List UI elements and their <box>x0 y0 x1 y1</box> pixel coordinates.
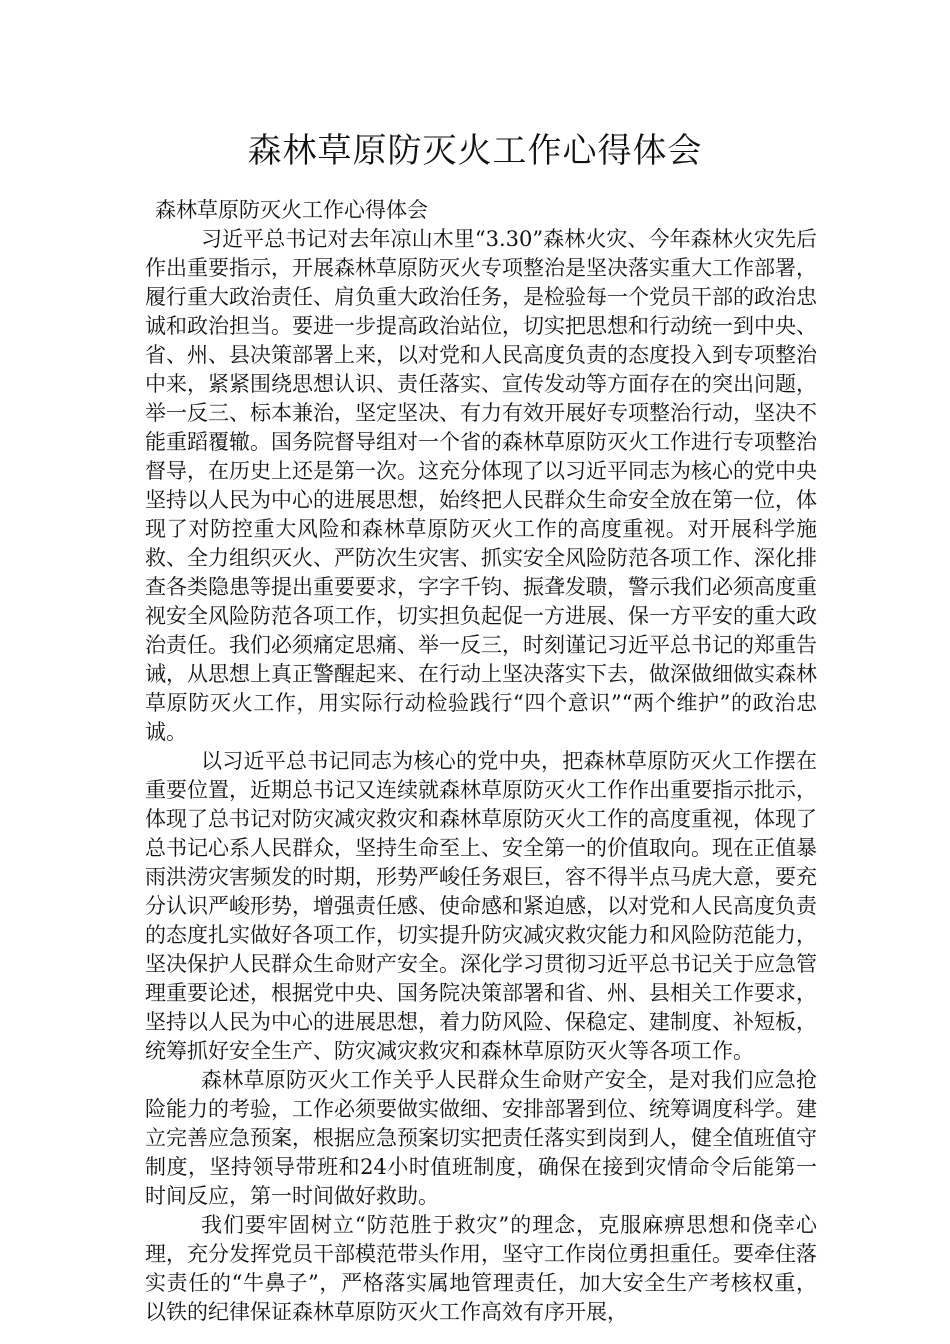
paragraph-1: 习近平总书记对去年凉山木里“3.30”森林火灾、今年森林火灾先后作出重要指示，开展森林草原防灭火专项整治是坚决落实重大工作部署，履行重大政治责任、肩负重大政治任务，是检验每一个党员干部的政治忠诚和政治担当。要进一步提高政治站位，切实把思想和行动统一到中央、省、州、县决策部署上来，以对党和人民高度负责的态度投入到专项整治中来，紧紧围绕思想认识、责任落实、宣传发动等方面存在的突出问题，举一反三、标本兼治，坚定坚决、有力有效开展好专项整治行动，坚决不能重蹈覆辙。国务院督导组对一个省的森林草原防灭火工作进行专项整治督导，在历史上还是第一次。这充分体现了以习近平同志为核心的党中央坚持以人民为中心的进展思想，始终把人民群众生命安全放在第一位，体现了对防控重大风险和森林草原防灭火工作的高度重视。对开展科学施救、全力组织灭火、严防次生灾害、抓实安全风险防范各项工作、深化排查各类隐患等提出重要要求，字字千钧、振聋发聩，警示我们必须高度重视安全风险防范各项工作，切实担负起促一方进展、保一方平安的重大政治责任。我们必须痛定思痛、举一反三，时刻谨记习近平总书记的郑重告诫，从思想上真正警醒起来、在行动上坚决落实下去，做深做细做实森林草原防灭火工作，用实际行动检验践行“四个意识”“两个维护”的政治忠诚。 <box>145 227 817 744</box>
paragraph-3: 森林草原防灭火工作关乎人民群众生命财产安全，是对我们应急抢险能力的考验，工作必须要做实做细、安排部署到位、统筹调度科学。建立完善应急预案，根据应急预案切实把责任落实到岗到人，健全值班值守制度，坚持领导带班和24小时值班制度，确保在接到灾情命令后能第一时间反应，第一时间做好救助。 <box>145 1068 817 1208</box>
paragraph-4: 我们要牢固树立“防范胜于救灾”的理念，克服麻痹思想和侥幸心理，充分发挥党员干部模范带头作用，坚守工作岗位勇担重任。要牵住落实责任的“牛鼻子”，严格落实属地管理责任，加大安全生产考核权重，以铁的纪律保证森林草原防灭火工作高效有序开展， <box>145 1213 817 1324</box>
document-subtitle: 森林草原防灭火工作心得体会 <box>155 198 428 222</box>
document-title: 森林草原防灭火工作心得体会 <box>247 131 703 171</box>
document-body <box>145 196 817 1327</box>
paragraph-2: 以习近平总书记同志为核心的党中央，把森林草原防灭火工作摆在重要位置，近期总书记又连续就森林草原防灭火工作作出重要指示批示，体现了总书记对防灾减灾救灾和森林草原防灭火工作的高度重视，体现了总书记心系人民群众，坚持生命至上、安全第一的价值取向。现在正值暴雨洪涝灾害频发的时期，形势严峻任务艰巨，容不得半点马虎大意，要充分认识严峻形势，增强责任感、使命感和紧迫感，以对党和人民高度负责的态度扎实做好各项工作，切实提升防灾减灾救灾能力和风险防范能力，坚决保护人民群众生命财产安全。深化学习贯彻习近平总书记关于应急管理重要论述，根据党中央、国务院决策部署和省、州、县相关工作要求，坚持以人民为中心的进展思想，着力防风险、保稳定、建制度、补短板，统筹抓好安全生产、防灾减灾救灾和森林草原防灭火等各项工作。 <box>145 749 817 1063</box>
